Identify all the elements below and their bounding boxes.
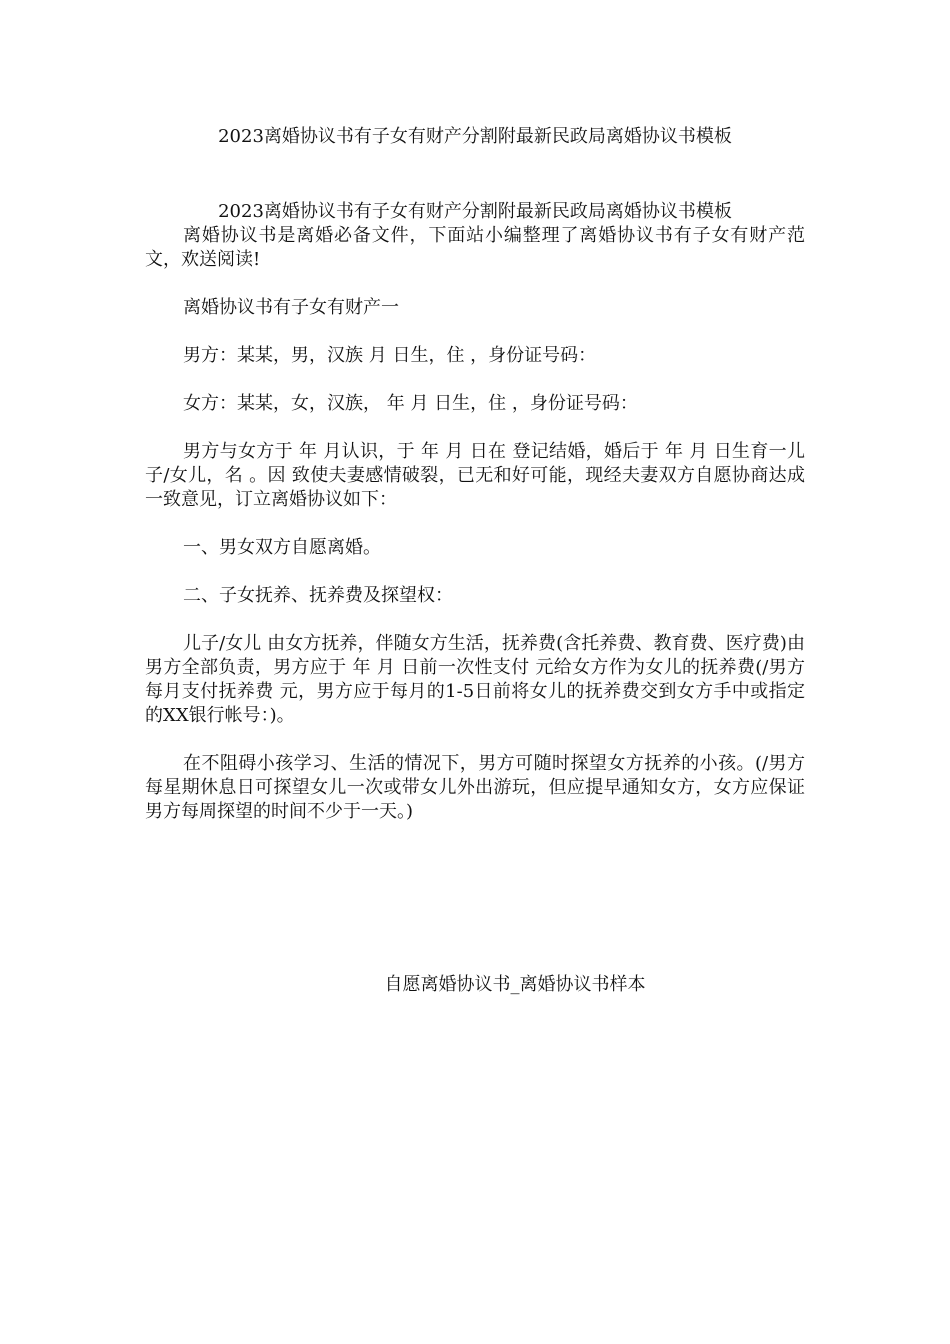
footer-title: 自愿离婚协议书_离婚协议书样本 [384, 974, 646, 995]
visitation-paragraph: 在不阻碍小孩学习、生活的情况下，男方可随时探望女方抚养的小孩。(/男方每星期休息日可探望女儿一次或带女儿外出游玩，但应提早通知女方，女方应保证男方每周探望的时间不少于一天。) [145, 753, 805, 822]
wife-info: 女方：某某，女，汉族， 年 月 日生，住 ，身份证号码： [183, 393, 638, 414]
document-subtitle: 2023离婚协议书有子女有财产分割附最新民政局离婚协议书模板 [218, 201, 732, 222]
section-heading: 离婚协议书有子女有财产一 [183, 297, 399, 318]
marriage-background: 男方与女方于 年 月认识，于 年 月 日在 登记结婚，婚后于 年 月 日生育一儿子/女儿，名 。因 致使夫妻感情破裂，已无和好可能，现经夫妻双方自愿协商达成一致意见，订立离婚协议如下： [145, 441, 805, 510]
document-body [145, 200, 805, 824]
document-title: 2023离婚协议书有子女有财产分割附最新民政局离婚协议书模板 [218, 126, 732, 147]
clause-1: 一、男女双方自愿离婚。 [183, 537, 381, 558]
intro-paragraph: 离婚协议书是离婚必备文件，下面站小编整理了离婚协议书有子女有财产范文，欢送阅读! [145, 225, 805, 270]
husband-info: 男方：某某，男，汉族 月 日生，住 ，身份证号码： [183, 345, 597, 366]
clause-2-heading: 二、子女抚养、抚养费及探望权： [183, 585, 453, 606]
child-support-paragraph: 儿子/女儿 由女方抚养，伴随女方生活，抚养费(含托养费、教育费、医疗费)由男方全部负责，男方应于 年 月 日前一次性支付 元给女方作为女儿的抚养费(/男方每月支付抚养费 元，男方应于每月的1-5日前将女儿的抚养费交到女方手中或指定的XX银行帐号：)。 [145, 633, 805, 726]
